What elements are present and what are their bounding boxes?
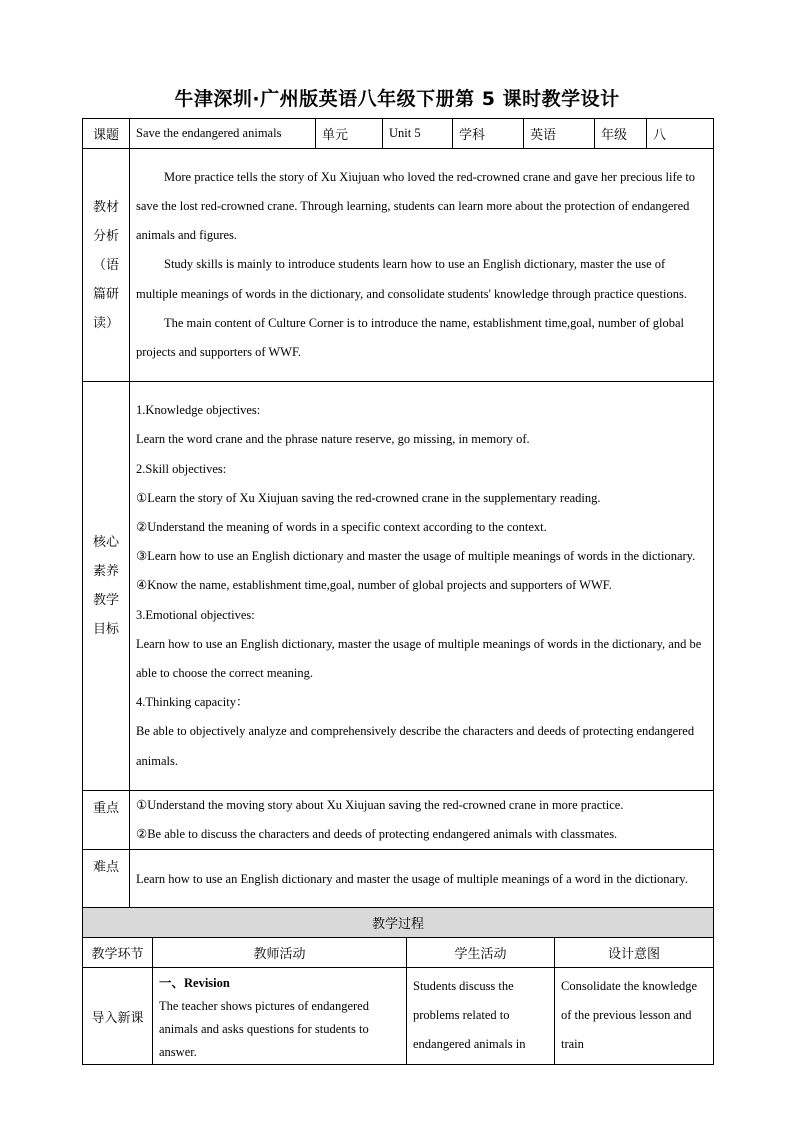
column-header-stage: 教学环节 [83, 938, 153, 968]
analysis-paragraph: Study skills is mainly to introduce students learn how to use an English dictionary, master the use of multiple meanings of words in the dictionary, and consolidate students' knowledge through practice questions. [136, 257, 687, 301]
difficult-points-label: 难点 [83, 850, 130, 909]
key-point-line: ②Be able to discuss the characters and deeds of protecting endangered animals with classmates. [136, 827, 618, 842]
column-header-design: 设计意图 [555, 938, 714, 968]
column-header-teacher: 教师活动 [153, 938, 407, 968]
objective-heading: 2.Skill objectives: [136, 461, 227, 476]
key-points-content [130, 791, 714, 850]
analysis-label: 教材 分析 （语 篇研 读） [83, 149, 130, 382]
unit-value: Unit 5 [383, 119, 453, 149]
process-row [83, 968, 714, 1065]
key-point-line: ①Understand the moving story about Xu Xiujuan saving the red-crowned crane in more practice. [136, 798, 624, 812]
process-header-row [83, 908, 714, 938]
lesson-info-table [82, 118, 714, 909]
teacher-activity-cell [153, 968, 407, 1065]
teacher-activity-heading: 一、Revision [159, 976, 230, 990]
objective-line: Learn how to use an English dictionary, master the usage of multiple meanings of words in the dictionary, and be able to choose the correct meaning. [136, 636, 702, 680]
objective-line: ③Learn how to use an English dictionary and master the usage of multiple meanings of words in the dictionary. [136, 549, 696, 564]
topic-value: Save the endangered animals [130, 119, 316, 149]
stage-cell: 导入新课 [83, 968, 153, 1065]
teacher-activity-text: The teacher shows pictures of endangered animals and asks questions for students to answer. [159, 999, 369, 1059]
header-row [83, 119, 714, 149]
analysis-row [83, 149, 714, 382]
process-header: 教学过程 [83, 908, 714, 938]
key-points-label: 重点 [83, 791, 130, 850]
objectives-label: 核心 素养 教学 目标 [83, 382, 130, 791]
objective-line: ①Learn the story of Xu Xiujuan saving the red-crowned crane in the supplementary reading. [136, 490, 601, 505]
objectives-content [130, 382, 714, 791]
objective-line: ②Understand the meaning of words in a specific context according to the context. [136, 519, 547, 534]
process-columns-row [83, 938, 714, 968]
objective-line: Be able to objectively analyze and comprehensively describe the characters and deeds of protecting endangered animals. [136, 724, 695, 768]
objectives-row [83, 382, 714, 791]
grade-label: 年级 [595, 119, 647, 149]
student-activity-cell: Students discuss the problems related to endangered animals in [407, 968, 555, 1065]
topic-label: 课题 [83, 119, 130, 149]
objective-heading: 1.Knowledge objectives: [136, 403, 261, 418]
analysis-paragraph: More practice tells the story of Xu Xiujuan who loved the red-crowned crane and gave her precious life to save the lost red-crowned crane. Through learning, students can learn more about the protection of endangered animals and figures. [136, 169, 696, 243]
difficult-points-content [130, 850, 714, 909]
column-header-student: 学生活动 [407, 938, 555, 968]
subject-label: 学科 [453, 119, 524, 149]
grade-value: 八 [647, 119, 714, 149]
design-intent-cell: Consolidate the knowledge of the previous lesson and train [555, 968, 714, 1065]
difficult-points-row [83, 850, 714, 909]
objective-line: ④Know the name, establishment time,goal, number of global projects and supporters of WWF. [136, 578, 612, 593]
difficult-point-line: Learn how to use an English dictionary and master the usage of multiple meanings of a word in the dictionary. [136, 871, 688, 886]
objective-heading: 4.Thinking capacity： [136, 695, 249, 710]
analysis-paragraph: The main content of Culture Corner is to introduce the name, establishment time,goal, number of global projects and supporters of WWF. [136, 315, 685, 359]
objective-line: Learn the word crane and the phrase nature reserve, go missing, in memory of. [136, 432, 530, 447]
page-title: 牛津深圳·广州版英语八年级下册第 5 课时教学设计 [174, 88, 620, 110]
objective-heading: 3.Emotional objectives: [136, 607, 255, 622]
analysis-content [130, 149, 714, 382]
key-points-row [83, 791, 714, 850]
teaching-process-table [82, 907, 714, 1065]
subject-value: 英语 [524, 119, 595, 149]
unit-label: 单元 [316, 119, 383, 149]
